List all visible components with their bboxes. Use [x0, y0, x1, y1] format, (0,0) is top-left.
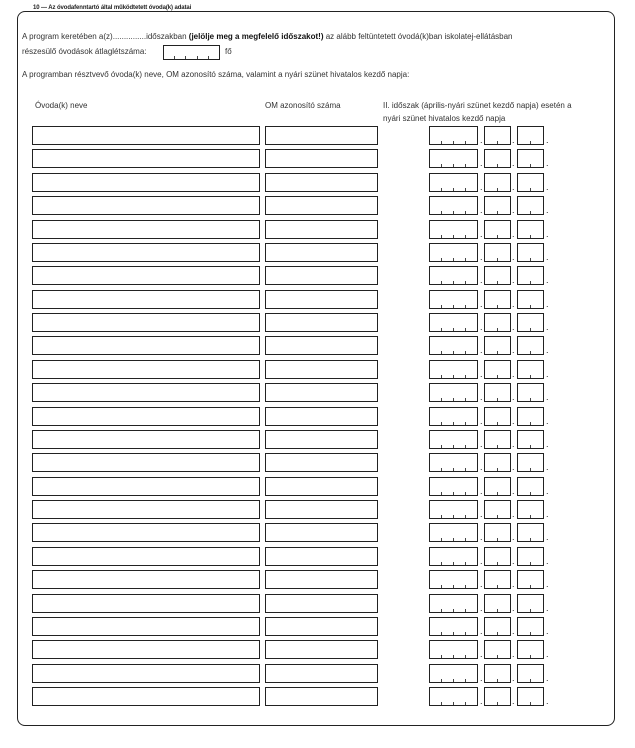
date-month-input[interactable]	[484, 477, 511, 496]
date-separator: .	[512, 416, 515, 426]
date-separator: .	[546, 649, 549, 659]
date-month-input[interactable]	[484, 196, 511, 215]
date-separator: .	[512, 205, 515, 215]
om-id-input[interactable]	[265, 453, 378, 472]
date-day-input[interactable]	[517, 243, 544, 262]
date-separator: .	[546, 252, 549, 262]
kindergarten-name-input[interactable]	[32, 173, 260, 192]
date-month-input[interactable]	[484, 640, 511, 659]
kindergarten-name-input[interactable]	[32, 149, 260, 168]
date-separator: .	[480, 135, 483, 145]
om-id-input[interactable]	[265, 500, 378, 519]
date-month-input[interactable]	[484, 220, 511, 239]
kindergarten-name-input[interactable]	[32, 523, 260, 542]
kindergarten-name-input[interactable]	[32, 430, 260, 449]
date-year-input[interactable]	[429, 196, 478, 215]
date-separator: .	[546, 579, 549, 589]
date-month-input[interactable]	[484, 266, 511, 285]
date-separator: .	[480, 275, 483, 285]
date-separator: .	[480, 158, 483, 168]
column-header-period: II. időszak (április-nyári szünet kezdő napja) esetén a	[383, 101, 572, 110]
date-month-input[interactable]	[484, 149, 511, 168]
date-separator: .	[546, 556, 549, 566]
om-id-input[interactable]	[265, 383, 378, 402]
date-month-input[interactable]	[484, 664, 511, 683]
kindergarten-name-input[interactable]	[32, 336, 260, 355]
kindergarten-name-input[interactable]	[32, 687, 260, 706]
date-separator: .	[480, 205, 483, 215]
date-month-input[interactable]	[484, 290, 511, 309]
date-separator: .	[512, 556, 515, 566]
date-separator: .	[512, 649, 515, 659]
date-separator: .	[512, 322, 515, 332]
date-year-input[interactable]	[429, 687, 478, 706]
date-separator: .	[546, 322, 549, 332]
date-separator: .	[480, 369, 483, 379]
date-separator: .	[546, 673, 549, 683]
date-separator: .	[512, 299, 515, 309]
date-year-input[interactable]	[429, 477, 478, 496]
date-separator: .	[512, 158, 515, 168]
date-month-input[interactable]	[484, 360, 511, 379]
date-separator: .	[480, 649, 483, 659]
date-month-input[interactable]	[484, 547, 511, 566]
date-year-input[interactable]	[429, 313, 478, 332]
date-separator: .	[512, 462, 515, 472]
date-day-input[interactable]	[517, 266, 544, 285]
date-year-input[interactable]	[429, 220, 478, 239]
date-year-input[interactable]	[429, 500, 478, 519]
date-separator: .	[512, 626, 515, 636]
date-day-input[interactable]	[517, 664, 544, 683]
date-separator: .	[480, 673, 483, 683]
date-separator: .	[480, 579, 483, 589]
date-separator: .	[546, 345, 549, 355]
date-year-input[interactable]	[429, 640, 478, 659]
date-separator: .	[546, 182, 549, 192]
intro-line-3: A programban résztvevő óvoda(k) neve, OM azonosító száma, valamint a nyári szünet hivatalos kezdő napja:	[22, 70, 410, 79]
date-separator: .	[546, 626, 549, 636]
date-day-input[interactable]	[517, 687, 544, 706]
kindergarten-name-input[interactable]	[32, 313, 260, 332]
date-separator: .	[546, 205, 549, 215]
date-day-input[interactable]	[517, 570, 544, 589]
om-id-input[interactable]	[265, 173, 378, 192]
om-id-input[interactable]	[265, 290, 378, 309]
intro-mid: időszakban	[146, 32, 187, 41]
average-headcount-input[interactable]	[163, 45, 220, 60]
date-day-input[interactable]	[517, 407, 544, 426]
om-id-input[interactable]	[265, 594, 378, 613]
om-id-input[interactable]	[265, 220, 378, 239]
date-separator: .	[512, 673, 515, 683]
date-day-input[interactable]	[517, 290, 544, 309]
kindergarten-name-input[interactable]	[32, 383, 260, 402]
date-year-input[interactable]	[429, 594, 478, 613]
om-id-input[interactable]	[265, 360, 378, 379]
date-month-input[interactable]	[484, 453, 511, 472]
date-separator: .	[512, 229, 515, 239]
date-month-input[interactable]	[484, 523, 511, 542]
date-separator: .	[480, 603, 483, 613]
om-id-input[interactable]	[265, 126, 378, 145]
date-separator: .	[546, 462, 549, 472]
om-id-input[interactable]	[265, 640, 378, 659]
date-year-input[interactable]	[429, 336, 478, 355]
date-separator: .	[480, 626, 483, 636]
date-day-input[interactable]	[517, 640, 544, 659]
headcount-unit: fő	[225, 47, 232, 56]
date-day-input[interactable]	[517, 453, 544, 472]
date-separator: .	[480, 252, 483, 262]
date-separator: .	[512, 509, 515, 519]
date-year-input[interactable]	[429, 360, 478, 379]
date-month-input[interactable]	[484, 617, 511, 636]
kindergarten-name-input[interactable]	[32, 664, 260, 683]
date-day-input[interactable]	[517, 547, 544, 566]
date-month-input[interactable]	[484, 126, 511, 145]
date-day-input[interactable]	[517, 313, 544, 332]
om-id-input[interactable]	[265, 149, 378, 168]
date-day-input[interactable]	[517, 523, 544, 542]
om-id-input[interactable]	[265, 336, 378, 355]
column-header-period-2: nyári szünet hivatalos kezdő napja	[383, 114, 506, 123]
date-separator: .	[512, 135, 515, 145]
date-month-input[interactable]	[484, 687, 511, 706]
column-header-name: Óvoda(k) neve	[35, 101, 88, 110]
date-separator: .	[480, 509, 483, 519]
date-month-input[interactable]	[484, 430, 511, 449]
kindergarten-name-input[interactable]	[32, 453, 260, 472]
date-year-input[interactable]	[429, 430, 478, 449]
date-day-input[interactable]	[517, 383, 544, 402]
date-month-input[interactable]	[484, 383, 511, 402]
date-separator: .	[480, 345, 483, 355]
date-year-input[interactable]	[429, 173, 478, 192]
date-separator: .	[512, 369, 515, 379]
date-year-input[interactable]	[429, 664, 478, 683]
date-separator: .	[512, 439, 515, 449]
date-day-input[interactable]	[517, 126, 544, 145]
date-separator: .	[480, 182, 483, 192]
kindergarten-name-input[interactable]	[32, 126, 260, 145]
date-year-input[interactable]	[429, 149, 478, 168]
date-separator: .	[480, 416, 483, 426]
date-day-input[interactable]	[517, 430, 544, 449]
kindergarten-name-input[interactable]	[32, 243, 260, 262]
date-separator: .	[512, 392, 515, 402]
kindergarten-name-input[interactable]	[32, 617, 260, 636]
date-separator: .	[546, 392, 549, 402]
kindergarten-name-input[interactable]	[32, 290, 260, 309]
date-separator: .	[480, 462, 483, 472]
date-separator: .	[512, 603, 515, 613]
date-year-input[interactable]	[429, 407, 478, 426]
date-separator: .	[480, 439, 483, 449]
date-day-input[interactable]	[517, 477, 544, 496]
date-month-input[interactable]	[484, 313, 511, 332]
date-separator: .	[546, 135, 549, 145]
intro-line-1	[22, 32, 513, 41]
date-month-input[interactable]	[484, 570, 511, 589]
date-day-input[interactable]	[517, 149, 544, 168]
date-day-input[interactable]	[517, 196, 544, 215]
date-year-input[interactable]	[429, 383, 478, 402]
intro-prefix: A program keretében a(z)	[22, 32, 113, 41]
date-separator: .	[512, 182, 515, 192]
date-separator: .	[546, 229, 549, 239]
date-year-input[interactable]	[429, 453, 478, 472]
date-day-input[interactable]	[517, 360, 544, 379]
date-month-input[interactable]	[484, 407, 511, 426]
kindergarten-name-input[interactable]	[32, 477, 260, 496]
date-separator: .	[480, 299, 483, 309]
date-year-input[interactable]	[429, 126, 478, 145]
om-id-input[interactable]	[265, 266, 378, 285]
kindergarten-name-input[interactable]	[32, 196, 260, 215]
om-id-input[interactable]	[265, 196, 378, 215]
om-id-input[interactable]	[265, 570, 378, 589]
date-day-input[interactable]	[517, 617, 544, 636]
om-id-input[interactable]	[265, 664, 378, 683]
date-separator: .	[512, 252, 515, 262]
date-separator: .	[546, 416, 549, 426]
date-year-input[interactable]	[429, 570, 478, 589]
kindergarten-name-input[interactable]	[32, 220, 260, 239]
om-id-input[interactable]	[265, 430, 378, 449]
date-month-input[interactable]	[484, 500, 511, 519]
date-separator: .	[512, 696, 515, 706]
date-separator: .	[480, 696, 483, 706]
date-separator: .	[546, 486, 549, 496]
date-month-input[interactable]	[484, 336, 511, 355]
date-year-input[interactable]	[429, 523, 478, 542]
date-day-input[interactable]	[517, 173, 544, 192]
kindergarten-name-input[interactable]	[32, 500, 260, 519]
date-year-input[interactable]	[429, 290, 478, 309]
om-id-input[interactable]	[265, 243, 378, 262]
om-id-input[interactable]	[265, 313, 378, 332]
date-separator: .	[480, 556, 483, 566]
date-month-input[interactable]	[484, 173, 511, 192]
date-separator: .	[546, 696, 549, 706]
date-separator: .	[480, 486, 483, 496]
date-separator: .	[546, 439, 549, 449]
date-year-input[interactable]	[429, 547, 478, 566]
date-separator: .	[480, 392, 483, 402]
intro-line-2: részesülő óvodások átlaglétszáma:	[22, 47, 147, 56]
om-id-input[interactable]	[265, 523, 378, 542]
intro-suffix: az alább feltüntetett óvodá(k)ban iskolatej-ellátásban	[325, 32, 513, 41]
date-separator: .	[480, 322, 483, 332]
date-separator: .	[512, 345, 515, 355]
intro-dots: ...............	[112, 32, 147, 41]
date-separator: .	[546, 299, 549, 309]
date-separator: .	[480, 229, 483, 239]
date-day-input[interactable]	[517, 594, 544, 613]
kindergarten-name-input[interactable]	[32, 407, 260, 426]
date-separator: .	[512, 275, 515, 285]
date-year-input[interactable]	[429, 266, 478, 285]
column-header-om: OM azonosító száma	[265, 101, 341, 110]
date-separator: .	[512, 579, 515, 589]
date-separator: .	[546, 532, 549, 542]
date-separator: .	[546, 369, 549, 379]
date-year-input[interactable]	[429, 617, 478, 636]
kindergarten-name-input[interactable]	[32, 594, 260, 613]
intro-bold-instruction: (jelölje meg a megfelelő időszakot!)	[188, 32, 324, 41]
date-separator: .	[546, 275, 549, 285]
kindergarten-name-input[interactable]	[32, 266, 260, 285]
kindergarten-name-input[interactable]	[32, 547, 260, 566]
om-id-input[interactable]	[265, 477, 378, 496]
kindergarten-name-input[interactable]	[32, 570, 260, 589]
date-year-input[interactable]	[429, 243, 478, 262]
section-title: 10 — Az óvodafenntartó által működtetett óvoda(k) adatai	[30, 5, 194, 11]
date-day-input[interactable]	[517, 220, 544, 239]
kindergarten-name-input[interactable]	[32, 640, 260, 659]
date-separator: .	[480, 532, 483, 542]
date-separator: .	[546, 603, 549, 613]
om-id-input[interactable]	[265, 407, 378, 426]
date-separator: .	[546, 158, 549, 168]
date-separator: .	[512, 532, 515, 542]
date-separator: .	[546, 509, 549, 519]
date-day-input[interactable]	[517, 500, 544, 519]
om-id-input[interactable]	[265, 547, 378, 566]
date-separator: .	[512, 486, 515, 496]
om-id-input[interactable]	[265, 617, 378, 636]
om-id-input[interactable]	[265, 687, 378, 706]
date-day-input[interactable]	[517, 336, 544, 355]
kindergarten-name-input[interactable]	[32, 360, 260, 379]
date-month-input[interactable]	[484, 594, 511, 613]
date-month-input[interactable]	[484, 243, 511, 262]
